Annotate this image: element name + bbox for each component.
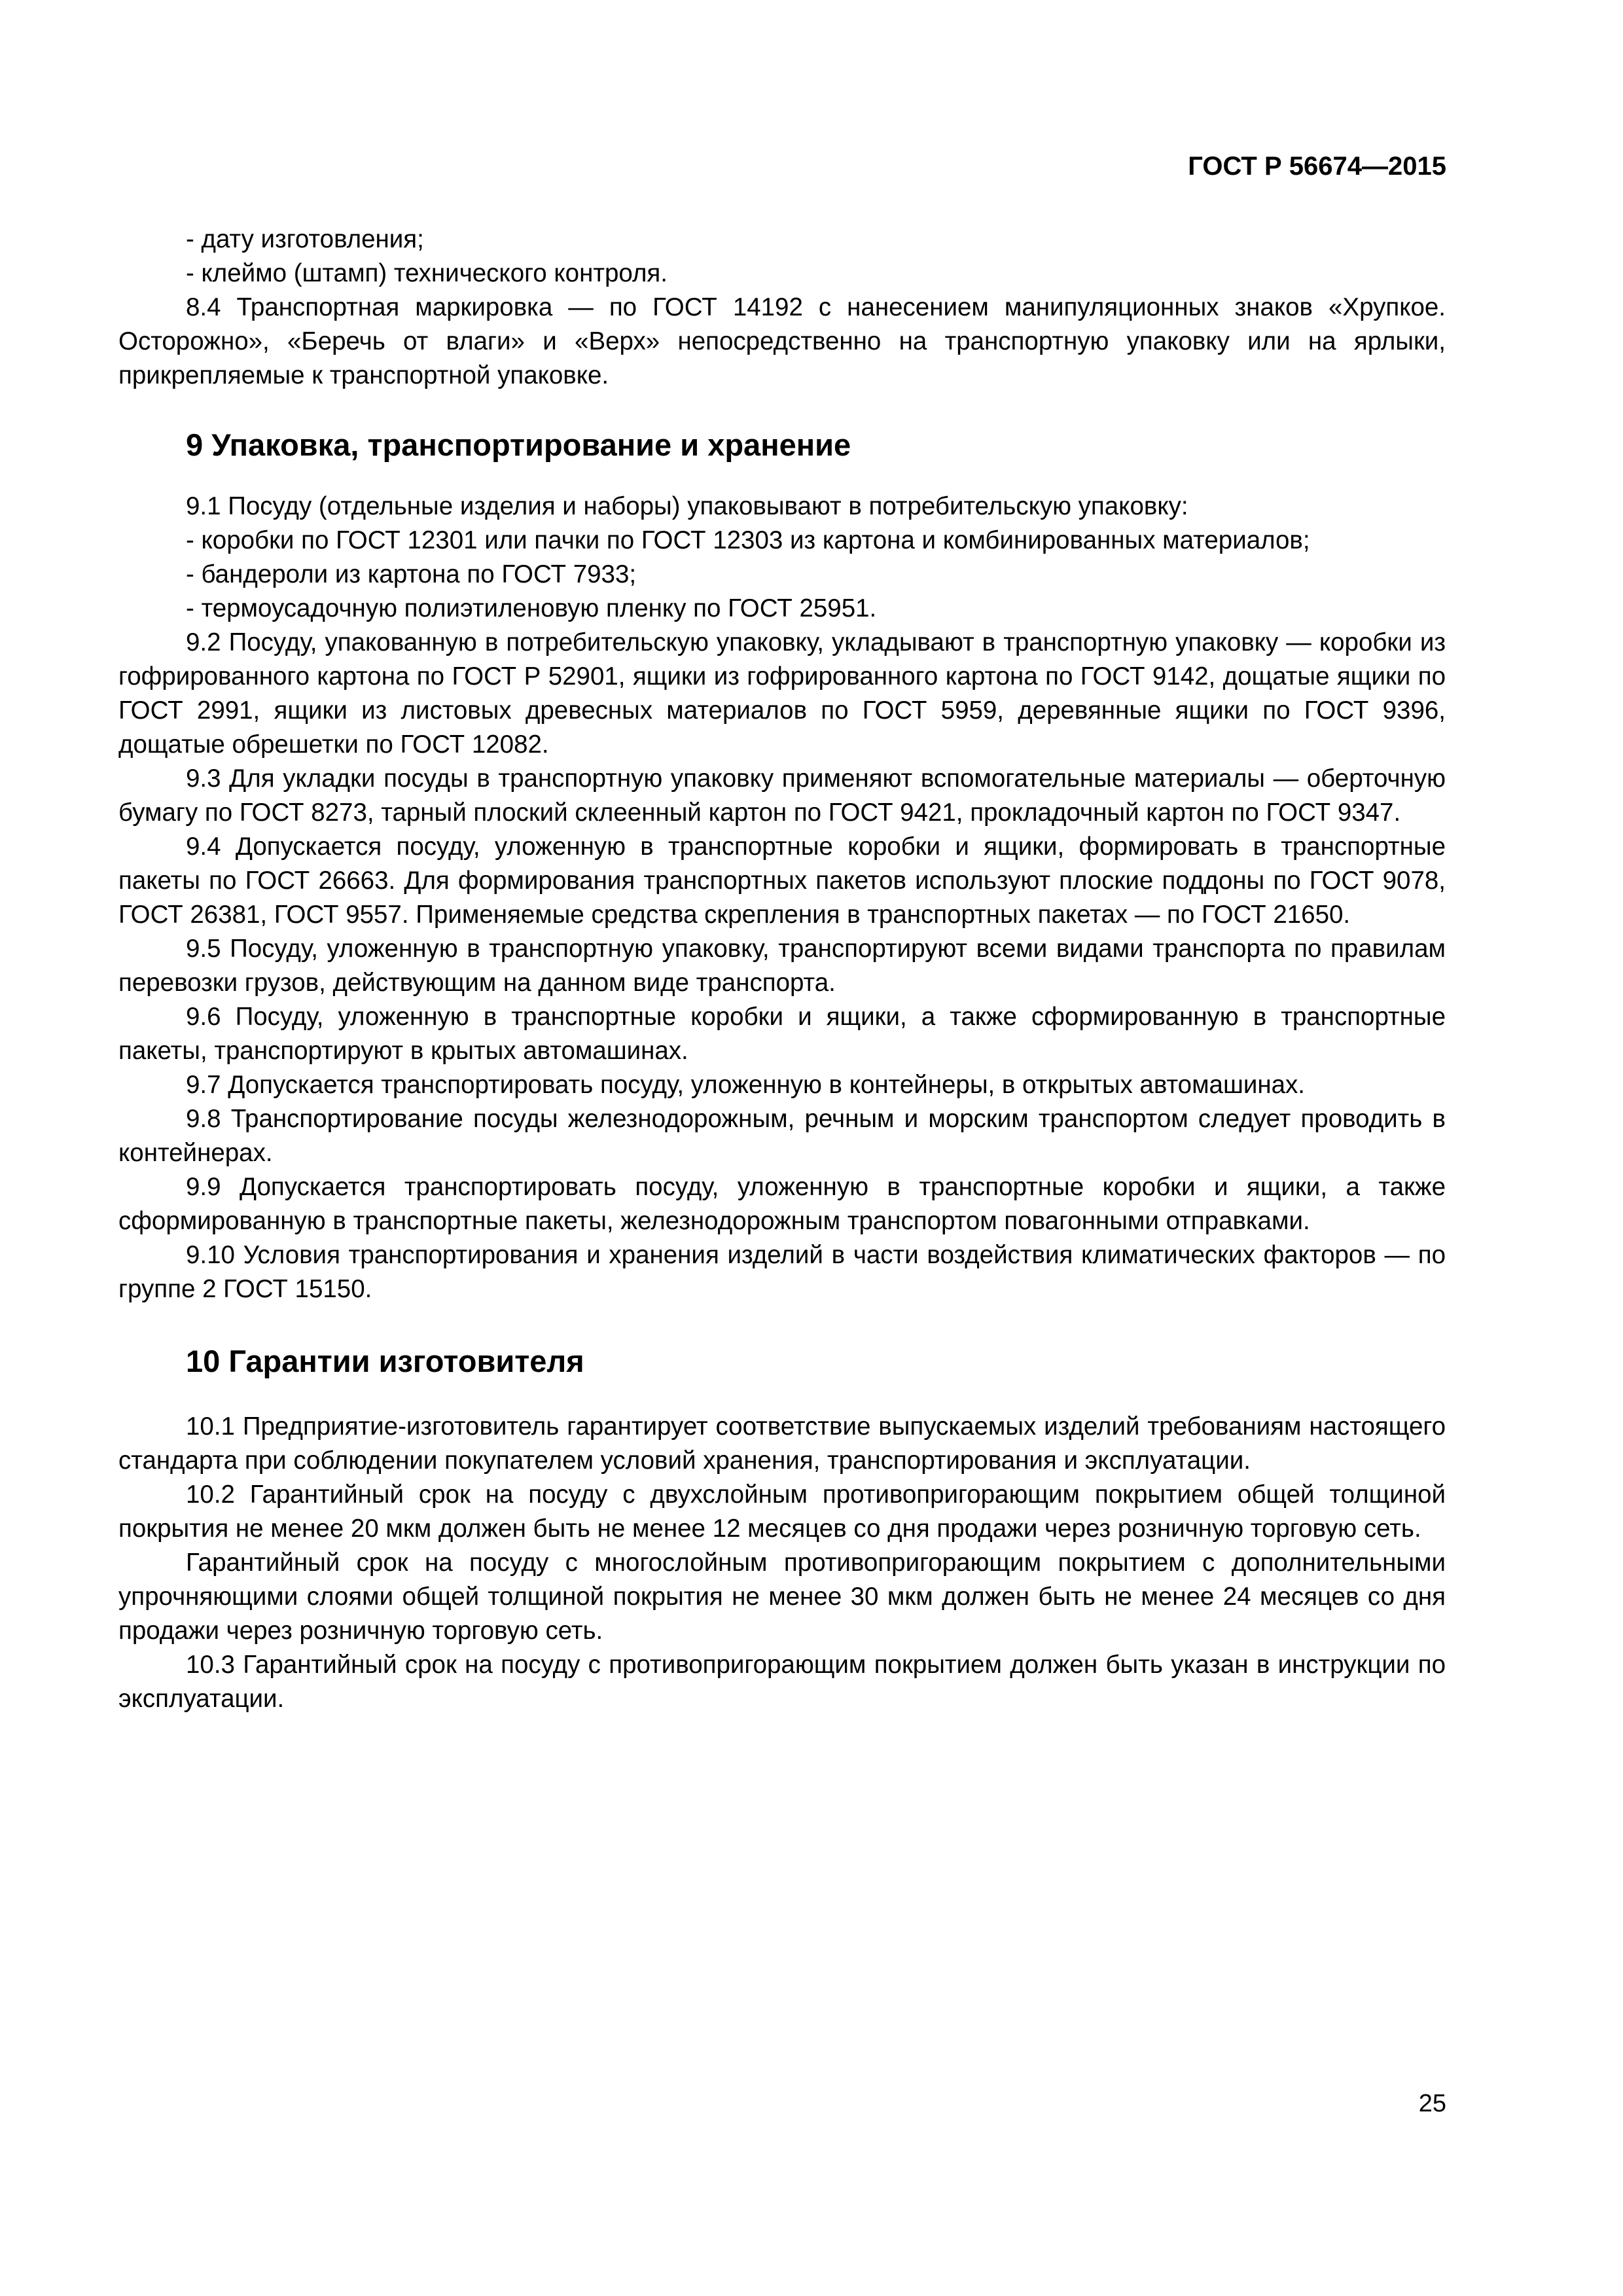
list-item: - дату изготовления; [186,225,424,253]
paragraph-10-2: 10.2 Гарантийный срок на посуду с двухслойным противопригорающим покрытием общей толщиной покрытия не менее 20 мкм должен быть не менее 12 месяцев со дня продажи через розничную торговую сеть. [118,1480,1446,1543]
paragraph-9-8: 9.8 Транспортирование посуды железнодорожным, речным и морским транспортом следует проводить в контейнерах. [118,1105,1446,1167]
list-item: - бандероли из картона по ГОСТ 7933; [186,560,637,588]
paragraph-9-5: 9.5 Посуду, уложенную в транспортную упаковку, транспортируют всеми видами транспорта по правилам перевозки грузов, действующим на данном виде транспорта. [118,935,1446,997]
list-item: - термоусадочную полиэтиленовую пленку по ГОСТ 25951. [186,594,877,622]
list-item: - коробки по ГОСТ 12301 или пачки по ГОСТ 12303 из картона и комбинированных материалов; [186,526,1310,554]
paragraph-9-3: 9.3 Для укладки посуды в транспортную упаковку применяют вспомогательные материалы — оберточную бумагу по ГОСТ 8273, тарный плоский склеенный картон по ГОСТ 9421, прокладочный картон по ГОСТ 9347. [118,764,1446,827]
paragraph-9-4: 9.4 Допускается посуду, уложенную в транспортные коробки и ящики, формировать в транспортные пакеты по ГОСТ 26663. Для формирования транспортных пакетов используют плоские поддоны по ГОСТ 9078, ГОСТ 26381, ГОСТ 9557. Применяемые средства скрепления в транспортных пакетах — по ГОСТ 21650. [118,833,1446,929]
list-item: - клеймо (штамп) технического контроля. [186,259,668,287]
paragraph-9-6: 9.6 Посуду, уложенную в транспортные коробки и ящики, а также сформированную в транспортные пакеты, транспортируют в крытых автомашинах. [118,1003,1446,1065]
paragraph-10-3: 10.3 Гарантийный срок на посуду с противопригорающим покрытием должен быть указан в инструкции по эксплуатации. [118,1651,1446,1713]
paragraph-9-2: 9.2 Посуду, упакованную в потребительскую упаковку, укладывают в транспортную упаковку — коробки из гофрированного картона по ГОСТ Р 52901, ящики из гофрированного картона по ГОСТ 9142, дощатые ящики по ГОСТ 2991, ящики из листовых древесных материалов по ГОСТ 5959, деревянные ящики по ГОСТ 9396, дощатые обрешетки по ГОСТ 12082. [118,628,1446,759]
section-9-title: 9 Упаковка, транспортирование и хранение [186,427,851,462]
page-content [118,223,1446,1716]
paragraph-9-9: 9.9 Допускается транспортировать посуду, уложенную в транспортные коробки и ящики, а также сформированную в транспортные пакеты, железнодорожным транспортом повагонными отправками. [118,1173,1446,1235]
paragraph-10-1: 10.1 Предприятие-изготовитель гарантирует соответствие выпускаемых изделий требованиям настоящего стандарта при соблюдении покупателем условий хранения, транспортирования и эксплуатации. [118,1412,1446,1475]
paragraph-9-10: 9.10 Условия транспортирования и хранения изделий в части воздействия климатических факторов — по группе 2 ГОСТ 15150. [118,1241,1446,1303]
paragraph-9-1: 9.1 Посуду (отдельные изделия и наборы) упаковывают в потребительскую упаковку: [186,492,1188,520]
page-number: 25 [1418,2090,1446,2117]
section-10-title: 10 Гарантии изготовителя [186,1344,584,1378]
paragraph-10-2-continued: Гарантийный срок на посуду с многослойным противопригорающим покрытием с дополнительными упрочняющими слоями общей толщиной покрытия не менее 30 мкм должен быть не менее 24 месяцев со дня продажи через розничную торговую сеть. [118,1549,1446,1645]
paragraph-9-7: 9.7 Допускается транспортировать посуду, уложенную в контейнеры, в открытых автомашинах. [186,1071,1305,1099]
document-code-header: ГОСТ Р 56674—2015 [1188,152,1446,181]
paragraph-8-4: 8.4 Транспортная маркировка — по ГОСТ 14192 с нанесением манипуляционных знаков «Хрупкое. Осторожно», «Беречь от влаги» и «Верх» непосредственно на транспортную упаковку или на ярлыки, прикрепляемые к транспортной упаковке. [118,293,1446,389]
